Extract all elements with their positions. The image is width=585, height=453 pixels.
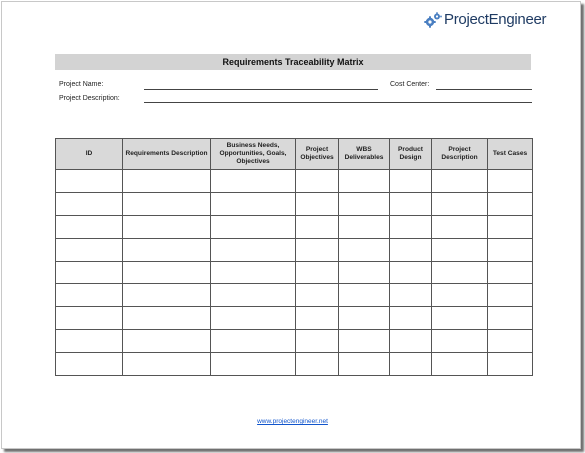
table-cell[interactable]	[432, 238, 488, 261]
table-cell[interactable]	[56, 353, 123, 376]
table-cell[interactable]	[123, 192, 211, 215]
header-test-cases: Test Cases	[488, 139, 533, 170]
table-cell[interactable]	[488, 238, 533, 261]
table-cell[interactable]	[488, 261, 533, 284]
table-cell[interactable]	[56, 261, 123, 284]
logo-text-project: Project	[444, 11, 489, 28]
table-cell[interactable]	[56, 192, 123, 215]
table-cell[interactable]	[123, 261, 211, 284]
document-title: Requirements Traceability Matrix	[55, 54, 531, 70]
table-row	[56, 330, 533, 353]
project-name-line[interactable]	[144, 89, 378, 90]
table-cell[interactable]	[488, 192, 533, 215]
table-cell[interactable]	[211, 238, 296, 261]
table-cell[interactable]	[211, 192, 296, 215]
table-cell[interactable]	[339, 330, 390, 353]
table-cell[interactable]	[339, 170, 390, 193]
table-header-row	[56, 139, 533, 170]
footer-website-link[interactable]: www.projectengineer.net	[257, 418, 328, 425]
table-cell[interactable]	[56, 215, 123, 238]
table-cell[interactable]	[488, 215, 533, 238]
table-cell[interactable]	[211, 307, 296, 330]
table-cell[interactable]	[123, 330, 211, 353]
table-cell[interactable]	[339, 261, 390, 284]
table-cell[interactable]	[296, 261, 339, 284]
table-cell[interactable]	[390, 284, 432, 307]
table-cell[interactable]	[123, 238, 211, 261]
table-row	[56, 215, 533, 238]
table-cell[interactable]	[432, 215, 488, 238]
table-cell[interactable]	[432, 261, 488, 284]
project-name-label: Project Name:	[59, 81, 104, 88]
table-cell[interactable]	[296, 307, 339, 330]
table-cell[interactable]	[296, 330, 339, 353]
table-cell[interactable]	[390, 238, 432, 261]
table-cell[interactable]	[123, 307, 211, 330]
table-cell[interactable]	[390, 192, 432, 215]
table-cell[interactable]	[296, 284, 339, 307]
table-cell[interactable]	[56, 330, 123, 353]
table-cell[interactable]	[296, 170, 339, 193]
project-description-label: Project Description:	[59, 95, 120, 102]
logo-text-engineer: Engineer	[488, 11, 547, 28]
table-cell[interactable]	[390, 330, 432, 353]
table-cell[interactable]	[390, 261, 432, 284]
table-cell[interactable]	[56, 284, 123, 307]
table-row	[56, 284, 533, 307]
table-cell[interactable]	[123, 170, 211, 193]
table-cell[interactable]	[432, 307, 488, 330]
table-cell[interactable]	[488, 353, 533, 376]
table-cell[interactable]	[56, 307, 123, 330]
table-row	[56, 307, 533, 330]
table-cell[interactable]	[488, 307, 533, 330]
header-wbs-deliverables: WBS Deliverables	[339, 139, 390, 170]
table-cell[interactable]	[296, 353, 339, 376]
table-cell[interactable]	[296, 238, 339, 261]
table-cell[interactable]	[339, 192, 390, 215]
table-row	[56, 261, 533, 284]
table-cell[interactable]	[339, 353, 390, 376]
table-cell[interactable]	[339, 307, 390, 330]
table-row	[56, 353, 533, 376]
table-cell[interactable]	[211, 330, 296, 353]
project-engineer-logo	[424, 11, 546, 28]
table-cell[interactable]	[56, 238, 123, 261]
table-cell[interactable]	[123, 215, 211, 238]
table-cell[interactable]	[296, 192, 339, 215]
table-cell[interactable]	[123, 353, 211, 376]
table-cell[interactable]	[339, 284, 390, 307]
table-cell[interactable]	[56, 170, 123, 193]
table-cell[interactable]	[432, 330, 488, 353]
header-id: ID	[56, 139, 123, 170]
table-cell[interactable]	[211, 170, 296, 193]
header-project-objectives: Project Objectives	[296, 139, 339, 170]
table-cell[interactable]	[488, 330, 533, 353]
table-cell[interactable]	[390, 215, 432, 238]
cost-center-line[interactable]	[436, 89, 532, 90]
table-cell[interactable]	[432, 284, 488, 307]
table-cell[interactable]	[123, 284, 211, 307]
table-cell[interactable]	[211, 261, 296, 284]
table-cell[interactable]	[390, 170, 432, 193]
table-cell[interactable]	[432, 192, 488, 215]
table-row	[56, 238, 533, 261]
table-body	[56, 170, 533, 376]
table-cell[interactable]	[211, 353, 296, 376]
table-cell[interactable]	[339, 215, 390, 238]
table-row	[56, 170, 533, 193]
traceability-matrix-table	[55, 138, 533, 376]
cost-center-label: Cost Center:	[390, 81, 430, 88]
table-cell[interactable]	[390, 307, 432, 330]
table-cell[interactable]	[390, 353, 432, 376]
gears-icon	[424, 12, 442, 28]
table-cell[interactable]	[211, 215, 296, 238]
header-product-design: Product Design	[390, 139, 432, 170]
table-cell[interactable]	[488, 284, 533, 307]
header-requirements-description: Requirements Description	[123, 139, 211, 170]
table-cell[interactable]	[211, 284, 296, 307]
header-business-needs: Business Needs, Opportunities, Goals, Objectives	[211, 139, 296, 170]
table-cell[interactable]	[432, 170, 488, 193]
table-cell[interactable]	[432, 353, 488, 376]
table-row	[56, 192, 533, 215]
table-cell[interactable]	[488, 170, 533, 193]
table-cell[interactable]	[296, 215, 339, 238]
table-cell[interactable]	[339, 238, 390, 261]
header-project-description: Project Description	[432, 139, 488, 170]
project-description-line[interactable]	[144, 102, 532, 103]
